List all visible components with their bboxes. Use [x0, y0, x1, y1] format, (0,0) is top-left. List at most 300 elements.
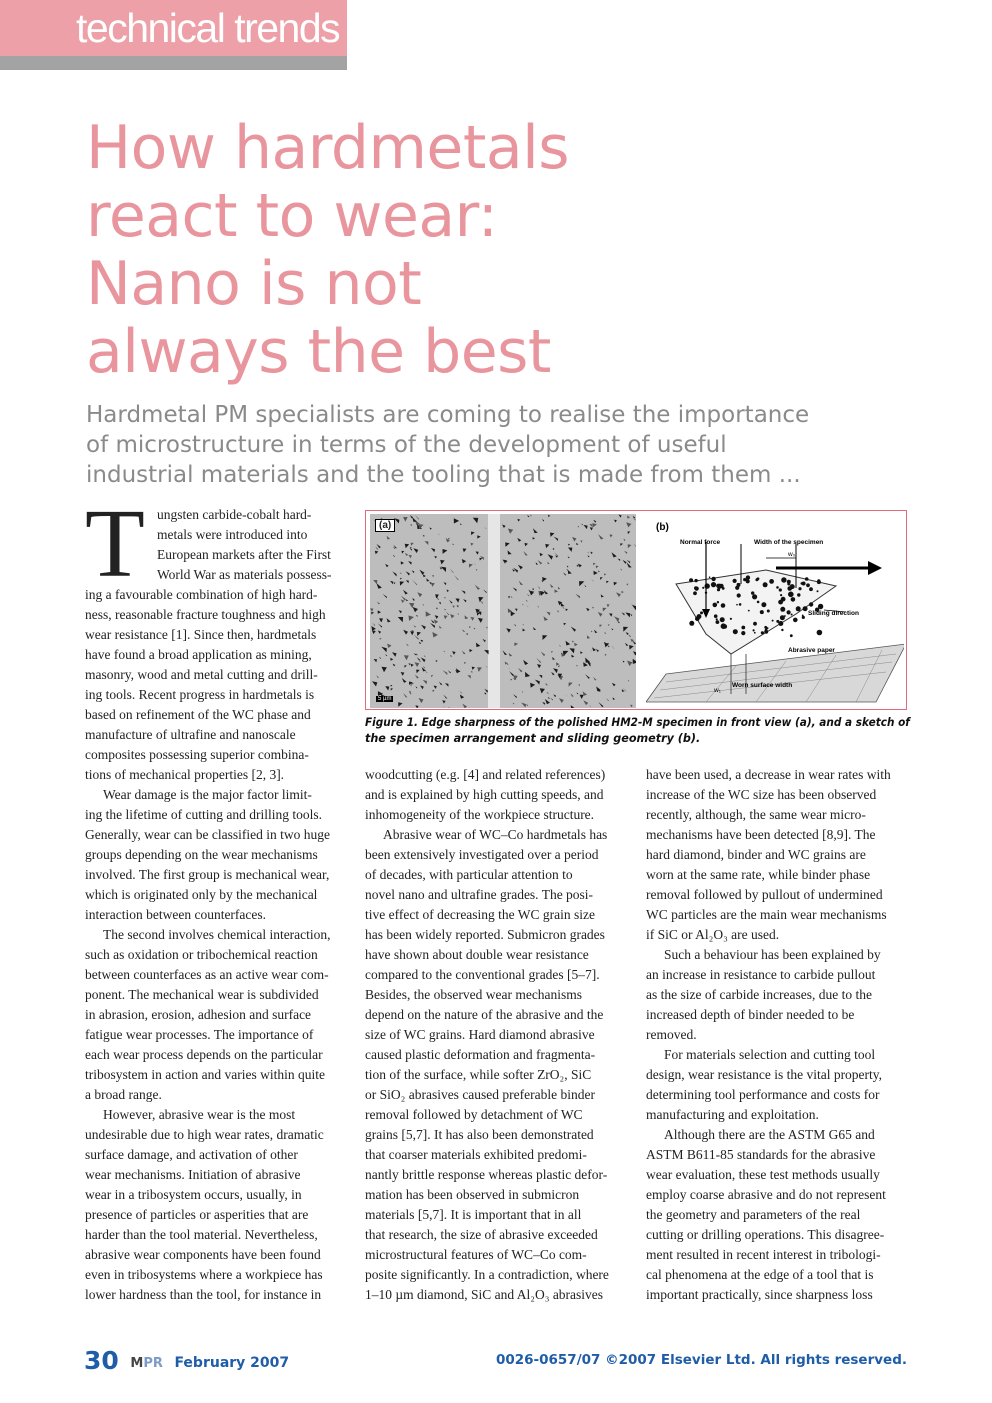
wc-grain: [543, 616, 548, 621]
wc-grain: [577, 692, 579, 694]
text-line: tion of the surface, while softer ZrO₂, SiC: [365, 1067, 592, 1082]
wc-grain: [471, 532, 475, 536]
wc-grain: [567, 566, 569, 568]
wc-grain: [419, 698, 424, 703]
wc-grain: [377, 583, 382, 588]
text-line: Abrasive wear of WC–Co hardmetals has: [383, 827, 608, 842]
wc-grain: [620, 543, 623, 546]
wc-grain: [469, 649, 472, 652]
wc-grain: [400, 572, 402, 574]
specimen-grain: [693, 591, 697, 595]
wc-grain: [439, 602, 441, 604]
text-line: interaction between counterfaces.: [85, 907, 267, 922]
wc-grain: [412, 570, 415, 573]
wc-grain: [518, 668, 523, 672]
specimen-grain: [780, 607, 785, 612]
wc-grain: [533, 528, 538, 533]
title-line: always the best: [86, 317, 551, 387]
wc-grain: [627, 560, 631, 564]
wc-grain: [431, 583, 435, 587]
text-line: removal followed by detachment of WC: [365, 1107, 583, 1122]
specimen-grain: [709, 576, 711, 578]
text-line: have shown about double wear resistance: [365, 947, 589, 962]
text-line: posite significantly. In a contradiction, where: [365, 1267, 609, 1282]
wc-grain: [571, 705, 575, 708]
text-line: grains [5,7]. It has also been demonstrated: [365, 1127, 594, 1142]
sketch-panel-b: [646, 514, 904, 708]
text-line: the geometry and parameters of the real: [646, 1207, 861, 1222]
text-line: removal followed by pullout of undermined: [646, 887, 883, 902]
label-width: Width of the specimen: [754, 539, 824, 546]
wc-grain: [604, 632, 606, 634]
wc-grain: [433, 690, 435, 692]
wc-grain: [403, 693, 407, 697]
text-line: ing tools. Recent progress in hardmetals is: [85, 687, 315, 702]
wc-grain: [472, 667, 475, 670]
wc-grain: [430, 623, 435, 628]
text-line: surface damage, and activation of other: [85, 1147, 298, 1162]
wc-grain: [419, 570, 424, 575]
text-line: increased depth of binder needed to be: [646, 1007, 855, 1022]
wc-grain: [526, 704, 528, 706]
wc-grain: [591, 579, 593, 581]
wc-grain: [409, 616, 414, 621]
wc-grain: [477, 535, 480, 538]
wc-grain: [598, 570, 600, 572]
wc-grain: [572, 537, 577, 542]
specimen-grain: [700, 611, 703, 614]
wc-grain: [600, 577, 603, 580]
wc-grain: [630, 614, 632, 616]
text-line: each wear process depends on the particular: [85, 1047, 323, 1062]
copyright-line: 0026-0657/07 ©2007 Elsevier Ltd. All rights reserved.: [495, 1352, 907, 1368]
wc-grain: [420, 685, 424, 689]
text-line: However, abrasive wear is the most: [103, 1107, 296, 1122]
wc-grain: [403, 630, 408, 635]
text-line: fatigue wear processes. The importance of: [85, 1027, 314, 1042]
wc-grain: [538, 560, 543, 565]
text-line: ing the lifetime of cutting and drilling tools.: [85, 807, 322, 822]
wc-grain: [422, 604, 424, 606]
wc-grain: [417, 592, 422, 597]
wc-grain: [377, 602, 380, 605]
wc-grain: [399, 610, 402, 613]
wc-grain: [627, 516, 630, 519]
wc-grain: [454, 518, 459, 523]
wc-grain: [443, 695, 447, 699]
wc-grain: [508, 529, 513, 534]
wc-grain: [561, 603, 565, 607]
wc-grain: [550, 584, 554, 588]
wc-grain: [526, 600, 528, 602]
wc-grain: [558, 666, 560, 668]
text-line: inhomogeneity of the workpiece structure.: [365, 807, 595, 822]
wc-grain: [514, 643, 518, 647]
wc-grain: [477, 667, 482, 672]
text-line: microstructural features of WC–Co com-: [365, 1247, 587, 1262]
wc-grain: [620, 568, 622, 570]
text-line: mechanisms have been detected [8,9]. The: [646, 827, 876, 842]
specimen-grain: [787, 583, 790, 586]
wc-grain: [381, 647, 387, 653]
wc-grain: [589, 705, 591, 707]
wc-grain: [391, 688, 393, 690]
wc-grain: [579, 581, 584, 586]
specimen-grain: [761, 631, 764, 634]
wc-grain: [423, 666, 425, 669]
wc-grain: [392, 652, 397, 657]
wc-grain: [577, 565, 579, 567]
specimen-grain: [733, 629, 738, 634]
text-line: metals were introduced into: [157, 527, 308, 542]
micrograph-image: [370, 514, 636, 708]
wc-grain: [540, 688, 545, 693]
wc-grain: [612, 628, 614, 630]
wc-grain: [452, 651, 456, 655]
specimen-grain: [761, 602, 766, 607]
wc-grain: [585, 674, 590, 679]
wc-grain: [417, 657, 420, 660]
wc-grain: [438, 533, 440, 535]
specimen-grain: [689, 578, 693, 582]
wc-grain: [612, 552, 617, 557]
wc-grain: [460, 695, 464, 699]
wc-grain: [439, 682, 443, 685]
wc-grain: [553, 694, 556, 697]
wc-grain: [571, 655, 574, 658]
title-line: How hardmetals: [86, 113, 570, 183]
wc-grain: [553, 548, 555, 550]
wc-grain: [422, 667, 426, 671]
wc-grain: [624, 551, 627, 554]
wc-grain: [603, 608, 607, 612]
text-line: and is explained by high cutting speeds, and: [365, 787, 604, 802]
text-line: such as oxidation or tribochemical reaction: [85, 947, 318, 962]
wc-grain: [372, 623, 375, 626]
text-line: an increase in resistance to carbide pullout: [646, 967, 876, 982]
wc-grain: [401, 672, 405, 676]
wc-grain: [605, 654, 607, 656]
wc-grain: [484, 527, 486, 529]
wc-grain: [414, 653, 416, 655]
wc-grain: [434, 619, 438, 623]
wc-grain: [551, 672, 555, 676]
text-line: even in tribosystems where a workpiece has: [85, 1267, 323, 1282]
wc-grain: [502, 525, 506, 529]
text-line: mation has been observed in submicron: [365, 1187, 580, 1202]
micrograph-panel-a: [370, 514, 636, 708]
title-line: Nano is not: [86, 249, 422, 319]
text-line: wear evaluation, these test methods usually: [646, 1167, 880, 1182]
wc-grain: [575, 594, 580, 599]
wc-grain: [626, 522, 631, 527]
specimen-grain: [737, 593, 741, 597]
wc-grain: [633, 516, 636, 519]
text-line: lower hardness than the tool, for instance in: [85, 1287, 322, 1302]
wc-grain: [614, 520, 617, 523]
wc-grain: [513, 703, 515, 705]
wc-grain: [431, 620, 435, 624]
wc-grain: [441, 567, 447, 572]
wc-grain: [586, 608, 590, 612]
wc-grain: [467, 633, 469, 635]
text-line: For materials selection and cutting tool: [664, 1047, 876, 1062]
specimen-grain: [713, 603, 718, 608]
wc-grain: [415, 705, 418, 708]
wc-grain: [592, 523, 597, 528]
text-line: manufacturing and exploitation.: [646, 1107, 819, 1122]
specimen-grain: [754, 632, 756, 634]
wc-grain: [522, 691, 524, 693]
wc-grain: [432, 575, 434, 577]
wc-grain: [569, 683, 573, 687]
wc-grain: [622, 689, 625, 692]
wc-grain: [484, 693, 486, 695]
wc-grain: [522, 624, 524, 626]
wc-grain: [479, 558, 482, 561]
specimen-grain: [764, 630, 768, 634]
wc-grain: [455, 598, 459, 602]
specimen-grain: [791, 597, 796, 602]
text-line: World War as materials possess-: [157, 567, 332, 582]
wc-grain: [410, 547, 413, 550]
text-line: have found a broad application as mining,: [85, 647, 312, 662]
wc-grain: [607, 604, 610, 607]
wc-grain: [527, 594, 530, 597]
wc-grain: [550, 533, 554, 537]
wc-grain: [443, 651, 445, 653]
wc-grain: [461, 590, 465, 594]
specimen-grain: [753, 629, 755, 631]
wc-grain: [420, 640, 423, 643]
wc-grain: [632, 605, 636, 610]
wc-grain: [553, 668, 558, 673]
text-line: abrasive wear components have been found: [85, 1247, 321, 1262]
wc-grain: [622, 560, 626, 564]
text-line: Wear damage is the major factor limit-: [103, 787, 312, 802]
wc-grain: [598, 702, 603, 707]
wc-grain: [416, 615, 418, 617]
specimen-grain: [809, 602, 813, 606]
wc-grain: [484, 650, 489, 655]
text-line: important practically, since sharpness loss: [646, 1287, 873, 1302]
wc-grain: [608, 624, 610, 626]
label-abrasive: Abrasive paper: [788, 647, 835, 654]
wc-grain: [542, 519, 544, 521]
wc-grain: [378, 623, 382, 627]
wc-grain: [611, 646, 614, 649]
section-divider: [0, 56, 347, 70]
specimen-grain: [711, 577, 715, 581]
specimen-grain: [721, 603, 726, 608]
wc-grain: [527, 515, 529, 517]
panel-b-label: (b): [656, 522, 669, 533]
text-line: design, wear resistance is the vital property,: [646, 1067, 883, 1082]
wc-grain: [590, 527, 593, 530]
wc-grain: [542, 702, 545, 705]
wc-grain: [627, 661, 632, 667]
standfirst: [86, 400, 846, 490]
wc-grain: [483, 589, 487, 593]
wc-grain: [471, 671, 473, 673]
wc-grain: [444, 615, 448, 619]
text-line: increase of the WC size has been observed: [646, 787, 877, 802]
wc-grain: [574, 643, 578, 647]
text-line: that coarser materials exhibited predomi-: [365, 1147, 587, 1162]
wc-grain: [540, 591, 545, 596]
wc-grain: [444, 609, 446, 611]
text-line: hard diamond, binder and WC grains are: [646, 847, 866, 862]
wc-grain: [475, 585, 480, 590]
wc-grain: [447, 589, 449, 592]
figure-caption: [365, 715, 910, 747]
wc-grain: [417, 632, 421, 636]
wc-grain: [412, 579, 417, 585]
sliding-arrowhead: [868, 561, 882, 575]
wc-grain: [412, 517, 417, 522]
wc-grain: [406, 644, 409, 646]
wc-grain: [390, 581, 393, 585]
wc-grain: [572, 641, 574, 643]
wc-grain: [408, 561, 412, 565]
wc-grain: [401, 561, 404, 564]
wc-grain: [554, 537, 558, 541]
wc-grain: [390, 658, 393, 661]
wc-grain: [383, 594, 387, 598]
text-line: caused plastic deformation and fragmenta-: [365, 1047, 596, 1062]
wc-grain: [628, 680, 630, 682]
standfirst-line: industrial materials and the tooling that is made from them ...: [86, 462, 801, 488]
text-line: ing a favourable combination of high hard-: [85, 587, 318, 602]
wc-grain: [628, 544, 632, 548]
label-sliding: Sliding direction: [808, 610, 859, 617]
wc-grain: [411, 543, 414, 546]
section-tag: technical trends: [0, 0, 347, 56]
text-line: that research, the size of abrasive exceeded: [365, 1227, 598, 1242]
wc-grain: [473, 562, 476, 565]
wc-grain: [627, 584, 629, 586]
label-normal-force: Normal force: [680, 539, 721, 546]
title-line: react to wear:: [86, 181, 498, 251]
wc-grain: [469, 627, 471, 629]
wc-grain: [566, 609, 568, 612]
specimen-grain: [791, 614, 793, 616]
journal-logo-m: M: [130, 1356, 144, 1371]
wc-grain: [537, 606, 539, 608]
text-line: of decades, with particular attention to: [365, 867, 573, 882]
wc-grain: [401, 599, 405, 603]
wc-grain: [547, 692, 549, 694]
wc-grain: [423, 680, 427, 684]
specimen-grain: [776, 586, 779, 589]
text-line: as the size of carbide increases, due to the: [646, 987, 873, 1002]
wc-grain: [406, 571, 410, 575]
specimen-grain: [778, 621, 783, 626]
text-line: cal phenomena at the edge of a tool that is: [646, 1267, 874, 1282]
wc-grain: [372, 681, 377, 686]
text-line: which is originated only by the mechanical: [85, 887, 318, 902]
specimen-grain: [802, 615, 804, 617]
specimen-grain: [757, 601, 760, 604]
wc-grain: [587, 635, 590, 638]
wc-grain: [476, 569, 478, 571]
specimen-grain: [802, 616, 805, 619]
wc-grain: [486, 627, 488, 629]
wc-grain: [599, 625, 602, 628]
wc-grain: [515, 609, 518, 612]
wc-grain: [598, 612, 603, 617]
wc-grain: [439, 626, 442, 629]
scale-bar: 5 µm: [378, 696, 392, 702]
wc-grain: [375, 551, 379, 555]
wc-grain: [478, 618, 483, 623]
specimen-grain: [767, 610, 770, 613]
wc-grain: [576, 543, 578, 545]
wc-grain: [393, 555, 395, 557]
wc-grain: [378, 631, 381, 634]
wc-grain: [593, 563, 596, 566]
wc-grain: [564, 623, 567, 626]
wc-grain: [442, 700, 445, 703]
wc-grain: [580, 651, 583, 654]
wc-grain: [371, 612, 374, 615]
wc-grain: [474, 628, 476, 630]
wc-grain: [457, 613, 459, 615]
wc-grain: [545, 684, 547, 686]
edge-band: [488, 514, 500, 708]
wc-grain: [536, 562, 539, 565]
wc-grain: [409, 691, 411, 693]
wc-grain: [587, 555, 589, 557]
wc-grain: [508, 550, 512, 554]
text-line: ungsten carbide-cobalt hard-: [157, 507, 312, 522]
wc-grain: [393, 664, 396, 667]
specimen-grain: [797, 593, 800, 596]
wc-grain: [621, 591, 624, 594]
specimen-grain: [730, 618, 732, 620]
specimen-grain: [736, 604, 738, 606]
text-line: wear resistance [1]. Since then, hardmetals: [85, 627, 317, 642]
wc-grain: [610, 534, 613, 537]
text-line: removed.: [646, 1027, 697, 1042]
wc-grain: [633, 544, 636, 548]
text-line: or SiO₂ abrasives caused preferable binder: [365, 1087, 595, 1102]
text-line: compared to the conventional grades [5–7].: [365, 967, 600, 982]
wc-grain: [571, 693, 574, 696]
wc-grain: [476, 552, 479, 555]
wc-grain: [406, 599, 408, 601]
wc-grain: [551, 651, 553, 653]
wc-grain: [601, 594, 604, 597]
text-line: Besides, the observed wear mechanisms: [365, 987, 583, 1002]
specimen-grain: [711, 582, 716, 587]
text-line: ness, reasonable fracture toughness and high: [85, 607, 326, 622]
wc-grain: [415, 675, 419, 679]
wc-grain: [628, 531, 631, 534]
wc-grain: [525, 543, 529, 547]
wc-grain: [548, 515, 550, 517]
specimen-grain: [803, 606, 808, 611]
wc-grain: [413, 607, 418, 612]
text-line: undesirable due to high wear rates, dramatic: [85, 1127, 324, 1142]
wc-grain: [410, 524, 412, 526]
wc-grain: [592, 647, 596, 651]
wc-grain: [406, 580, 409, 583]
wc-grain: [511, 596, 513, 598]
wc-grain: [413, 548, 418, 553]
text-line: WC particles are the main wear mechanisms: [646, 907, 887, 922]
specimen-grain: [781, 577, 786, 582]
